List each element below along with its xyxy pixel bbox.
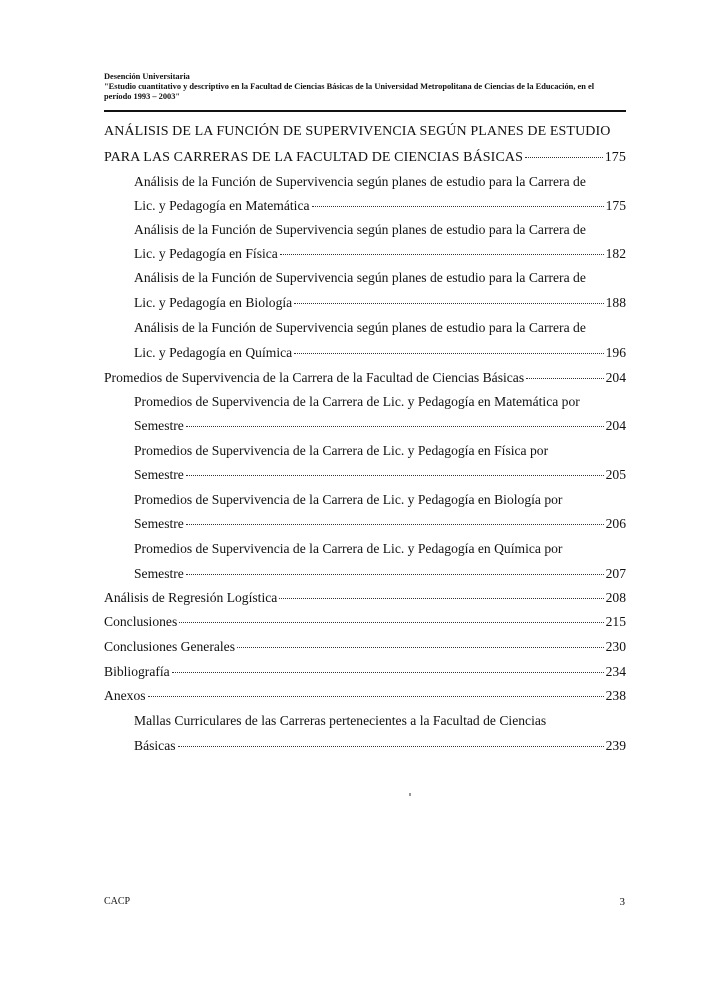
toc-entry[interactable] [134,345,626,361]
toc-entry[interactable] [104,688,626,704]
toc-entry-title: Semestre [134,467,184,482]
toc-entry-title: ANÁLISIS DE LA FUNCIÓN DE SUPERVIVENCIA SEGÚN PLANES DE ESTUDIO [104,124,611,139]
toc-entry-line [134,713,626,729]
toc-entry-title: Semestre [134,566,184,581]
toc-page-number: 182 [605,246,626,261]
toc-entry[interactable] [134,418,626,434]
toc-entry-title: Lic. y Pedagogía en Física [134,246,278,261]
toc-entry-title: Análisis de la Función de Supervivencia según planes de estudio para la Carrera de [134,174,586,189]
dot-leader [525,157,603,158]
toc-entry-line [104,124,626,140]
toc-page-number: 196 [605,345,626,360]
header-line-2: "Estudio cuantitativo y descriptivo en la Facultad de Ciencias Básicas de la Universidad Metropolitana de Ciencias de la Educación, en el [104,82,595,91]
dot-leader [186,426,604,427]
toc-entry-title: Promedios de Supervivencia de la Carrera de Lic. y Pedagogía en Física por [134,443,549,458]
toc-page-number: 208 [605,590,626,605]
toc-page-number: 204 [605,418,626,433]
footer-initials: CACP [104,896,131,907]
toc-entry-title: PARA LAS CARRERAS DE LA FACULTAD DE CIENCIAS BÁSICAS [104,150,523,165]
toc-entry[interactable] [134,467,626,483]
toc-entry[interactable] [104,664,626,680]
toc-entry-title: Lic. y Pedagogía en Biología [134,295,293,310]
dot-leader [186,475,604,476]
toc-entry-title: Promedios de Supervivencia de la Carrera de Lic. y Pedagogía en Química por [134,541,563,556]
toc-entry[interactable] [134,566,626,582]
toc-page-number: 215 [605,614,626,629]
toc-page-number: 205 [605,467,626,482]
toc-page-number: 175 [604,150,626,165]
dot-leader [294,303,603,304]
toc-entry-line [134,174,626,190]
toc-entry-line [134,270,626,286]
toc-entry-line [134,492,626,508]
dot-leader [179,622,603,623]
toc-entry-title: Lic. y Pedagogía en Matemática [134,198,310,213]
toc-entry-line [134,394,626,410]
dot-leader [172,672,604,673]
header-line-1: Desención Universitaria [104,72,190,81]
page-number: 3 [619,896,625,908]
toc-entry-title: Promedios de Supervivencia de la Carrera de Lic. y Pedagogía en Biología por [134,492,563,507]
toc-entry[interactable] [104,370,626,386]
toc-entry-title: Análisis de la Función de Supervivencia según planes de estudio para la Carrera de [134,320,586,335]
toc-page-number: 175 [605,198,626,213]
toc-entry-title: Anexos [104,688,146,703]
dot-leader [280,254,604,255]
toc-entry[interactable] [104,614,626,630]
toc-entry-line [134,222,626,238]
toc-entry[interactable] [104,150,626,166]
toc-page-number: 230 [605,639,626,654]
toc-entry-title: Análisis de la Función de Supervivencia según planes de estudio para la Carrera de [134,270,586,285]
dot-leader [148,696,604,697]
header-line-3: período 1993 – 2003" [104,92,181,101]
dot-leader [312,206,604,207]
dot-leader [294,353,603,354]
scan-speck [409,793,411,796]
toc-page-number: 188 [605,295,626,310]
toc-entry-line [134,320,626,336]
dot-leader [526,378,603,379]
toc-entry-title: Mallas Curriculares de las Carreras pertenecientes a la Facultad de Ciencias [134,713,547,728]
toc-entry[interactable] [104,639,626,655]
toc-entry-title: Conclusiones Generales [104,639,235,654]
toc-entry-title: Promedios de Supervivencia de la Carrera de la Facultad de Ciencias Básicas [104,370,525,385]
toc-entry[interactable] [134,516,626,532]
toc-entry-title: Conclusiones [104,614,178,629]
toc-entry[interactable] [134,246,626,262]
toc-entry-title: Promedios de Supervivencia de la Carrera de Lic. y Pedagogía en Matemática por [134,394,580,409]
dot-leader [237,647,604,648]
toc-page-number: 234 [605,664,626,679]
toc-entry-line [134,443,626,459]
toc-entry[interactable] [104,590,626,606]
toc-entry-title: Semestre [134,418,184,433]
dot-leader [178,746,604,747]
toc-entry-title: Básicas [134,738,176,753]
dot-leader [186,574,604,575]
toc-entry-line [134,541,626,557]
toc-entry-title: Análisis de Regresión Logística [104,590,278,605]
toc-entry-title: Semestre [134,516,184,531]
toc-entry[interactable] [134,295,626,311]
toc-entry-title: Bibliografía [104,664,170,679]
toc-page-number: 207 [605,566,626,581]
toc-entry[interactable] [134,738,626,754]
toc-page-number: 204 [605,370,626,385]
toc-entry-title: Análisis de la Función de Supervivencia según planes de estudio para la Carrera de [134,222,586,237]
toc-entry-title: Lic. y Pedagogía en Química [134,345,293,360]
toc-page-number: 239 [605,738,626,753]
toc-entry[interactable] [134,198,626,214]
dot-leader [186,524,604,525]
dot-leader [279,598,603,599]
toc-page-number: 238 [605,688,626,703]
toc-page-number: 206 [605,516,626,531]
